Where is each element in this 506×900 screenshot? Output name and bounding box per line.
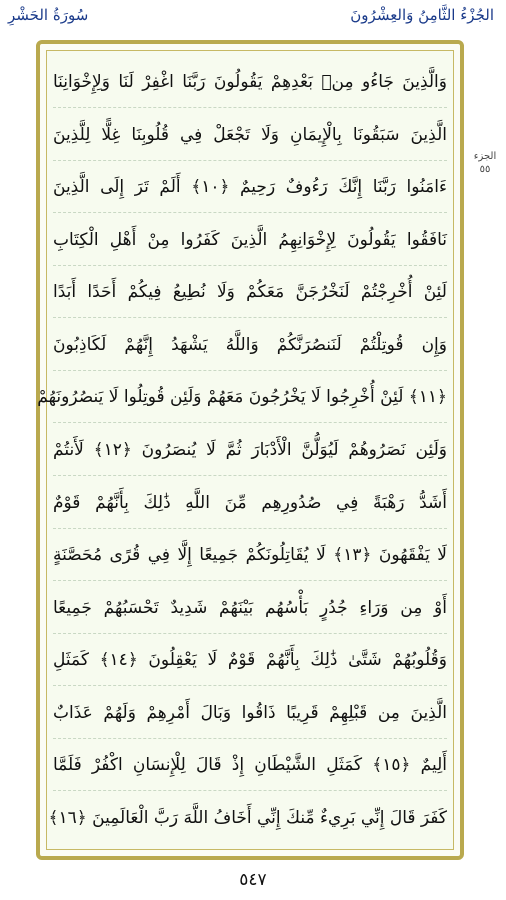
line-text: وَإِن قُوتِلْتُمْ لَنَنصُرَنَّكُمْ وَاللَّهُ يَشْهَدُ إِنَّهُمْ لَكَاذِبُونَ — [53, 334, 447, 355]
page-number: ٥٤٧ — [239, 870, 267, 890]
page-frame — [36, 40, 464, 860]
page-header — [0, 0, 506, 36]
line-text: لَئِنْ أُخْرِجْتُمْ لَنَخْرُجَنَّ مَعَكُمْ وَلَا نُطِيعُ فِيكُمْ أَحَدًا أَبَدًا — [53, 282, 447, 303]
text-line — [37, 372, 447, 423]
surah-name: سُورَةُ الحَشْرِ — [8, 6, 89, 24]
line-text: لَا يَفْقَهُونَ ﴿١٣﴾ لَا يُقَاتِلُونَكُمْ جَمِيعًا إِلَّا فِي قُرًى مُحَصَّنَةٍ — [53, 545, 447, 566]
text-line — [53, 162, 447, 213]
text-line — [53, 110, 447, 161]
text-line — [53, 478, 447, 529]
line-text: نَافَقُوا يَقُولُونَ لِإِخْوَانِهِمُ الَّذِينَ كَفَرُوا مِنْ أَهْلِ الْكِتَابِ — [53, 229, 447, 250]
hizb-number: ٥٥ — [479, 164, 491, 175]
text-line — [53, 530, 447, 581]
juz-name: الجُزْءُ الثَّامِنُ وَالعِشْرُونَ — [350, 6, 494, 24]
line-text: وَلَئِن نَصَرُوهُمْ لَيُوَلُّنَّ الْأَدْبَارَ ثُمَّ لَا يُنصَرُونَ ﴿١٢﴾ لَأَنتُمْ — [53, 439, 447, 460]
text-line — [53, 740, 447, 791]
text-line — [48, 793, 447, 843]
text-line — [53, 583, 447, 634]
line-text: كَفَرَ قَالَ إِنِّي بَرِيءٌ مِّنكَ إِنِّي أَخَافُ اللَّهَ رَبَّ الْعَالَمِينَ ﴿١٦﴾ — [48, 807, 447, 828]
text-line — [53, 57, 447, 108]
text-line — [53, 215, 447, 266]
line-text: أَلِيمٌ ﴿١٥﴾ كَمَثَلِ الشَّيْطَانِ إِذْ قَالَ لِلْإِنسَانِ اكْفُرْ فَلَمَّا — [53, 755, 447, 776]
line-text: ﴿١١﴾ لَئِنْ أُخْرِجُوا لَا يَخْرُجُونَ مَعَهُمْ وَلَئِن قُوتِلُوا لَا يَنصُرُونَهُمْ — [37, 387, 447, 408]
line-text: الَّذِينَ سَبَقُونَا بِالْإِيمَانِ وَلَا تَجْعَلْ فِي قُلُوبِنَا غِلًّا لِلَّذِينَ — [53, 124, 447, 145]
text-line — [53, 267, 447, 318]
text-line — [53, 425, 447, 476]
hizb-label: الجزء — [473, 151, 497, 162]
line-text: الَّذِينَ مِن قَبْلِهِمْ قَرِيبًا ذَاقُوا وَبَالَ أَمْرِهِمْ وَلَهُمْ عَذَابٌ — [53, 702, 447, 723]
line-text: أَشَدُّ رَهْبَةً فِي صُدُورِهِم مِّنَ اللَّهِ ذَٰلِكَ بِأَنَّهُمْ قَوْمٌ — [53, 492, 447, 513]
line-text: وَالَّذِينَ جَاءُو مِنۢ بَعْدِهِمْ يَقُولُونَ رَبَّنَا اغْفِرْ لَنَا وَلِإِخْوَانِنَا — [53, 72, 447, 92]
line-text: ءَامَنُوا رَبَّنَا إِنَّكَ رَءُوفٌ رَحِيمٌ ﴿١٠﴾ أَلَمْ تَرَ إِلَى الَّذِينَ — [53, 177, 447, 198]
text-line — [53, 635, 447, 686]
line-text: أَوْ مِن وَرَاءِ جُدُرٍ بَأْسُهُم بَيْنَهُمْ شَدِيدٌ تَحْسَبُهُمْ جَمِيعًا — [53, 597, 447, 618]
text-line — [53, 320, 447, 371]
line-text: وَقُلُوبُهُمْ شَتَّىٰ ذَٰلِكَ بِأَنَّهُمْ قَوْمٌ لَا يَعْقِلُونَ ﴿١٤﴾ كَمَثَلِ — [53, 650, 447, 671]
hizb-marker — [468, 150, 502, 176]
text-area — [37, 50, 454, 850]
text-line — [53, 688, 447, 739]
